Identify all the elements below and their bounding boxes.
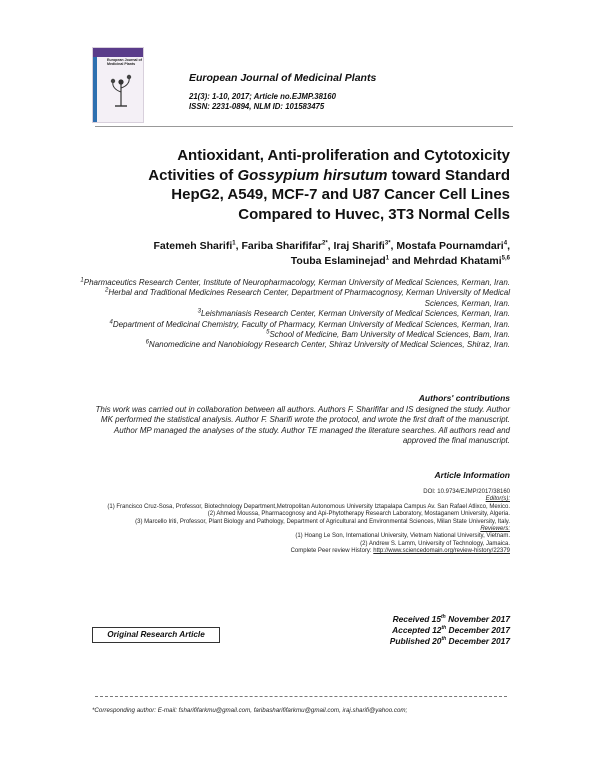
author-affil-sup: 1 xyxy=(385,255,390,262)
citation-block xyxy=(189,92,336,112)
contributions-heading: Authors' contributions xyxy=(418,393,510,403)
cover-side-stripe xyxy=(93,57,97,123)
cover-top-band xyxy=(93,48,143,57)
editor-item: (3) Marcello Iriti, Professor, Plant Biology and Pathology, Department of Agricultural and Environmental Sciences, Milan State University, Italy. xyxy=(135,518,510,525)
date-rest: November 2017 xyxy=(445,614,510,624)
author-name: Fatemeh Sharifi xyxy=(153,240,233,252)
author-name: Iraj Sharifi xyxy=(333,240,385,252)
affiliation-number: 1 xyxy=(80,277,84,284)
author-name: Mehrdad Khatami xyxy=(413,255,502,267)
review-history-link[interactable]: http://www.sciencedomain.org/review-history/22379 xyxy=(373,548,510,555)
contributions-text: This work was carried out in collaboration between all authors. Authors F. Sharififar and IS designed the study. Author MK performed the statistical analysis. Author F. Sharifi wrote the protocol, and wrote the first draft of the manuscript. Author MP managed the analyses of the study. Author TE managed the literature searches. All authors read and approved the final manuscript. xyxy=(95,405,510,446)
date-rest: December 2017 xyxy=(446,625,510,636)
author-affil-sup: 3* xyxy=(384,240,391,247)
article-info-heading: Article Information xyxy=(434,470,510,480)
article-info xyxy=(90,489,510,556)
editor-item: (1) Francisco Cruz-Sosa, Professor, Biotechnology Department,Metropolitan Autonomous University Iztapalapa Campus Av. San Rafael Atlixco, Mexico. xyxy=(107,503,510,510)
author-name: Fariba Sharififar xyxy=(241,240,322,252)
author-sep: and xyxy=(389,255,414,267)
author-affil-sup: 2* xyxy=(321,240,328,247)
article-title xyxy=(110,146,510,224)
reviewer-item: (2) Andrew S. Lamm, University of Technology, Jamaica. xyxy=(360,540,510,547)
title-species: Gossypium hirsutum xyxy=(237,166,388,184)
affiliation-item xyxy=(80,330,510,340)
header-divider xyxy=(95,126,513,127)
author-list xyxy=(110,239,510,269)
affiliation-number: 6 xyxy=(145,339,149,346)
date-label: Published 20 xyxy=(389,636,442,647)
citation-line: 21(3): 1-10, 2017; Article no.EJMP.38160 xyxy=(189,92,336,101)
author-sep: , xyxy=(390,240,397,252)
cover-plant-icon xyxy=(107,70,135,108)
affiliation-number: 3 xyxy=(197,308,201,315)
affiliation-item xyxy=(80,340,510,350)
date-label: Received 15 xyxy=(392,614,442,624)
affiliation-text: Herbal and Traditional Medicines Research Center, Department of Pharmacognosy, Kerman University of Medical Sciences, Kerman, Iran. xyxy=(108,288,510,308)
date-suffix: th xyxy=(441,625,447,632)
footer-divider xyxy=(95,696,507,697)
author-affil-sup: 4 xyxy=(503,240,508,247)
date-rest: December 2017 xyxy=(446,636,510,647)
reviewer-item: (1) Hoang Le Son, International University, Vietnam National University, Vietnam. xyxy=(295,533,510,540)
editor-item: (2) Ahmed Moussa, Pharmacognosy and Api-Phytotherapy Research Laboratory, Mostaganem University, Algeria. xyxy=(207,511,510,518)
journal-name: European Journal of Medicinal Plants xyxy=(189,72,377,84)
date-received xyxy=(330,614,510,625)
affiliations xyxy=(80,278,510,351)
article-type-badge: Original Research Article xyxy=(92,627,220,643)
doi: DOI: 10.9734/EJMP/2017/38160 xyxy=(423,489,510,495)
author-sep: , xyxy=(327,240,334,252)
affiliation-text: Nanomedicine and Nanobiology Research Center, Shiraz University of Medical Sciences, Shiraz, Iran. xyxy=(148,340,510,350)
affiliation-text: Pharmaceutics Research Center, Institute of Neuropharmacology, Kerman University of Medical Sciences, Kerman, Iran. xyxy=(83,278,510,287)
author-sep: , xyxy=(507,240,510,252)
author-sep: , xyxy=(235,240,242,252)
affiliation-item xyxy=(80,320,510,330)
affiliation-item xyxy=(80,278,510,288)
review-history-prefix: Complete Peer review History: xyxy=(290,548,374,555)
reviewers-label: Reviewers: xyxy=(480,526,510,533)
author-affil-sup: 1 xyxy=(232,240,236,247)
affiliation-item xyxy=(80,288,510,309)
review-history xyxy=(90,548,510,555)
corresponding-author-footnote: *Corresponding author: E-mail: fsharififarkmu@gmail.com, faribasharififarkmu@gmail.com, iraj.sharifi@yahoo.com; xyxy=(92,707,408,714)
author-name: Touba Eslaminejad xyxy=(290,255,386,267)
editors-label: Editor(s): xyxy=(485,496,510,503)
affiliation-text: School of Medicine, Bam University of Medical Sciences, Bam, Iran. xyxy=(269,330,510,340)
date-label: Accepted 12 xyxy=(392,625,442,636)
author-affil-sup: 5,6 xyxy=(501,255,510,262)
issn-line: ISSN: 2231-0894, NLM ID: 101583475 xyxy=(189,102,325,111)
date-suffix: th xyxy=(441,636,447,643)
affiliation-number: 4 xyxy=(109,318,113,325)
author-name: Mostafa Pournamdari xyxy=(396,240,504,252)
affiliation-number: 5 xyxy=(266,329,270,336)
publication-dates xyxy=(330,614,510,648)
title-part-2: toward Standard HepG2, A549, MCF-7 and U87 Cancer Cell Lines Compared to Huvec, 3T3 Normal Cells xyxy=(171,166,510,223)
date-published xyxy=(330,636,510,647)
affiliation-text: Leishmaniasis Research Center, Kerman University of Medical Sciences, Kerman, Iran. xyxy=(200,309,510,319)
date-suffix: th xyxy=(441,614,446,621)
affiliation-item xyxy=(80,309,510,319)
journal-cover-logo xyxy=(92,47,144,123)
date-accepted xyxy=(330,625,510,636)
title-part-1: Antioxidant, Anti-proliferation and Cytotoxicity Activities of xyxy=(148,147,510,184)
affiliation-number: 2 xyxy=(104,287,109,294)
affiliation-text: Department of Medicinal Chemistry, Faculty of Pharmacy, Kerman University of Medical Sciences, Kerman, Iran. xyxy=(112,319,510,329)
cover-title-text: European Journal of Medicinal Plants xyxy=(107,58,142,66)
